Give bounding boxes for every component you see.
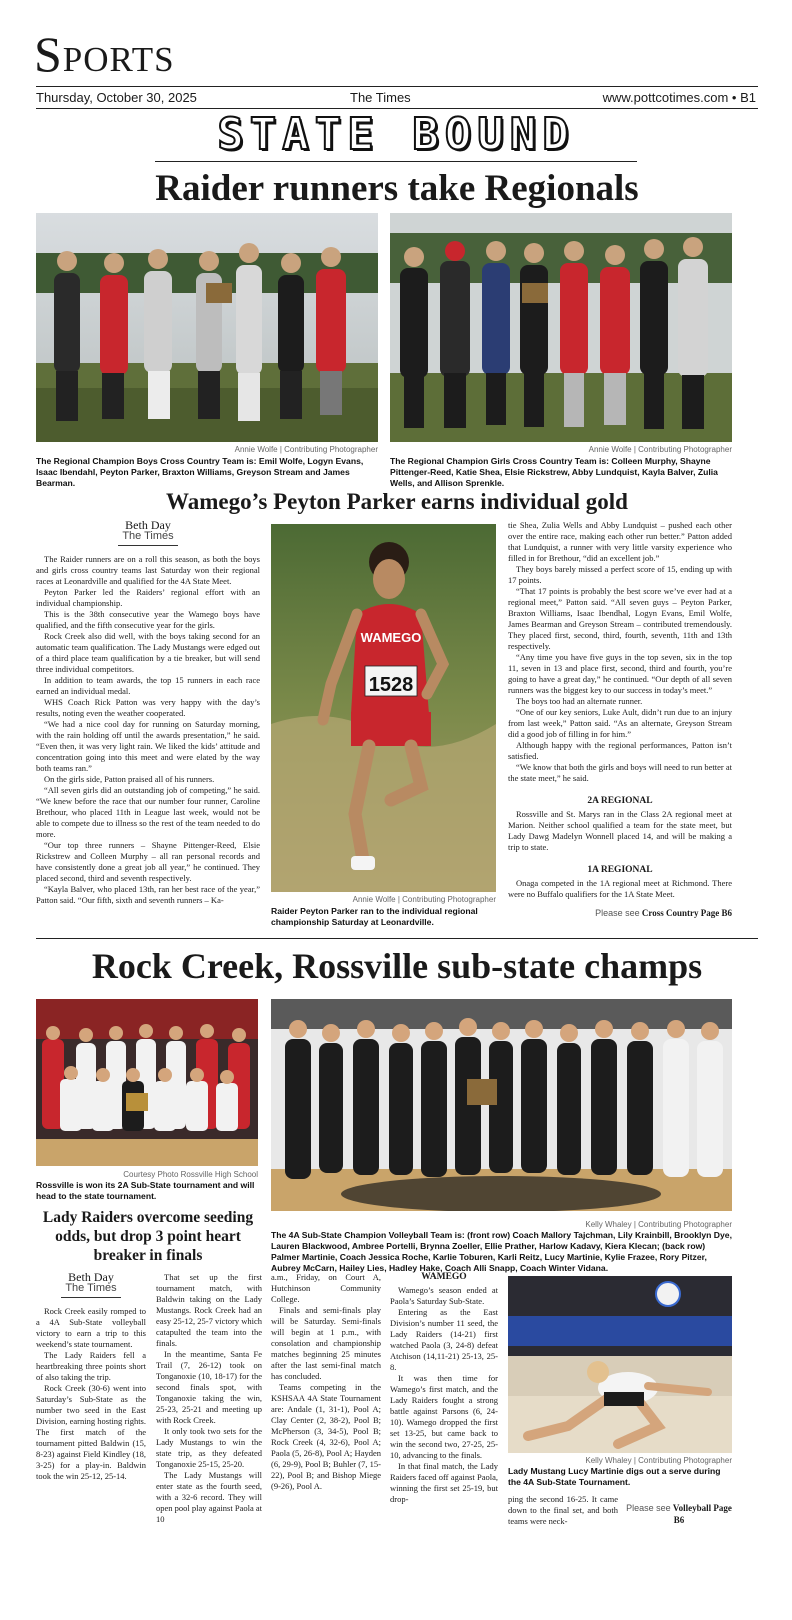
runner-photo (271, 524, 496, 892)
story1-column-1 (36, 520, 260, 906)
jump-target[interactable]: Volleyball Page B6 (672, 1503, 732, 1525)
story2-column-3 (271, 1272, 381, 1492)
paragraph: Rock Creek (30-6) went into Saturday’s Sub-State as the number two seed in the East Division, earning hosting rights. The first match of the tournament pitted Baldwin (15, 8-23) against Field Kindley (18, 3-25) for a play-in. Baldwin took the win 25-12, 25-14. (36, 1383, 146, 1481)
story1-column-3 (508, 520, 732, 919)
paragraph: In addition to team awards, the top 15 runners in each race earned an individual medal. (36, 675, 260, 696)
paragraph: That set up the first tournament match, with Baldwin taking on the Lady Mustangs. Rock Creek had an easy 25-12, 25-7 victory which catapulted the team into the finals. (156, 1272, 262, 1348)
rock-creek-photo-credit: Kelly Whaley | Contributing Photographer (585, 1220, 732, 1229)
paragraph: “Any time you have five guys in the top seven, six in the top 11, seven in 13 and place first, second, third and fourth, you’re going to have a great day,” he continued. “Our depth of all seven runners was the biggest key to our success in today’s meet.” (508, 652, 732, 695)
jump-prefix: Please see (626, 1503, 671, 1513)
paragraph: Entering as the East Division’s number 11 seed, the Lady Raiders (14-21) first watched Paola (3, 24-8) defeat Atchison (14,11-21) 25-13, 25-8. (390, 1307, 498, 1372)
paragraph: a.m., Friday, on Court A, Hutchinson Community College. (271, 1272, 381, 1304)
section-1a-title: 1A REGIONAL (587, 865, 653, 875)
story2-column-4 (390, 1272, 498, 1505)
story1-subhead: Wamego’s Peyton Parker earns individual gold (166, 489, 628, 514)
story2-tail (508, 1494, 618, 1527)
story2-headline: Rock Creek, Rossville sub-state champs (91, 946, 703, 986)
girls-photo-caption: The Regional Champion Girls Cross Country Team is: Colleen Murphy, Shayne Pittenger-Reed, Katie Shea, Elsie Rickstrew, Abby Lundquist, Kayla Balver, Zulia Wells, and Allison Sprenkle. (390, 456, 718, 488)
volleyball-action-photo (508, 1276, 732, 1453)
jump-prefix: Please see (595, 908, 640, 918)
jump-line[interactable] (508, 908, 732, 919)
runner-photo-caption: Raider Peyton Parker ran to the individual regional championship Saturday at Leonardville. (271, 906, 478, 927)
rossville-photo-credit: Courtesy Photo Rossville High School (123, 1170, 258, 1179)
runner-photo-credit: Annie Wolfe | Contributing Photographer (352, 895, 496, 904)
paragraph: Finals and semi-finals play will be Saturday. Semi-finals will begin at 1 p.m., with consolation and championship matches beginning 25 minutes after the last semi-final match has concluded. (271, 1305, 381, 1381)
paragraph: “We know that both the girls and boys will need to run better at the state meet,” he said. (508, 762, 732, 783)
paragraph: “That 17 points is probably the best score we’ve ever had at a regional meet,” Patton said. “All seven guys – Peyton Parker, Braxton Williams, Isaac Ibendhal, Logyn Evans, Emil Wolfe, James Bearman and Greyson Stream – contributed tremendously. They placed first, second, third, fourth, seventh, 11th and 13th respectively. (508, 586, 732, 651)
paragraph: Rossville and St. Marys ran in the Class 2A regional meet at Marion. Neither school qualified a team for the state meet, but Lady Dawg Madelyn Wonnell placed 14, and will be making a trip to state. (508, 809, 732, 852)
boys-photo-credit: Annie Wolfe | Contributing Photographer (234, 445, 378, 454)
paragraph: “We had a nice cool day for running on Saturday morning, with the rain holding off until the awards presentation,” he said. “Even then, it was very light rain. We liked the kids’ attitude and concentration going into this meet and were elated by the way both teams ran.” (36, 719, 260, 773)
paragraph: The Raider runners are on a roll this season, as both the boys and girls cross country teams last Saturday won their regional races at Leonardville and qualified for the 4A State Meet. (36, 554, 260, 586)
paragraph: The Lady Raiders fell a heartbreaking three points short of also taking the trip. (36, 1350, 146, 1382)
story2-column-2 (156, 1272, 262, 1525)
boys-photo-caption: The Regional Champion Boys Cross Country Team is: Emil Wolfe, Logyn Evans, Isaac Ibendahl, Peyton Parker, Braxton Williams, Greyson Stream and James Bearman. (36, 456, 364, 488)
paragraph: “One of our key seniors, Luke Ault, didn’t run due to an injury from last week,” Patton said. “As an alternate, Greyson Stream did a good job of filling in for him.” (508, 707, 732, 739)
kicker: STATE BOUND (217, 109, 575, 160)
action-photo-caption: Lady Mustang Lucy Martinie digs out a serve during the 4A Sub-State Tournament. (508, 1466, 721, 1487)
rossville-photo-caption: Rossville is won its 2A Sub-State tournament and will head to the state tournament. (36, 1180, 255, 1201)
paragraph: It only took two sets for the Lady Mustangs to win the state trip, as they defeated Tonganoxie 25-15, 25-20. (156, 1426, 262, 1469)
paragraph: The boys too had an alternate runner. (516, 696, 643, 706)
kicker-underline (155, 161, 637, 162)
girls-team-photo (390, 213, 732, 442)
paragraph: WHS Coach Rick Patton was very happy with the day’s results, noting even the weather cooperated. (36, 697, 260, 718)
paragraph: “All seven girls did an outstanding job of competing,” he said. “We knew before the race that our number four runner, Caroline Brethour, who placed 11th in League last week, would not be able to compete due to illness so the rest of the team needed to do more. (36, 785, 260, 839)
jump-target[interactable]: Cross Country Page B6 (641, 908, 732, 918)
paragraph: Although happy with the regional performances, Patton isn’t satisfied. (508, 740, 732, 761)
section-2a-title: 2A REGIONAL (587, 796, 653, 806)
paragraph: Peyton Parker led the Raiders’ regional effort with an individual championship. (36, 587, 260, 608)
story2-subhead: Lady Raiders overcome seeding odds, but drop 3 point heart breaker in finals (42, 1209, 254, 1264)
paragraph: Rock Creek also did well, with the boys taking second for an automatic team qualification. The Lady Mustangs were edged out of a third place team qualification by a tie breaker, but will send three individual competitors. (36, 631, 260, 674)
byline-name: Beth Day (68, 1270, 114, 1284)
story1-headline: Raider runners take Regionals (155, 168, 639, 209)
paragraph: In that final match, the Lady Raiders faced off against Paola, winning the first set 25-19, but drop- (390, 1461, 498, 1504)
action-photo-credit: Kelly Whaley | Contributing Photographer (585, 1456, 732, 1465)
byline-name: Beth Day (125, 518, 171, 532)
rock-creek-photo-caption: The 4A Sub-State Champion Volleyball Team is: (front row) Coach Mallory Tajchman, Lily Krainbill, Brooklyn Dye, Lauren Blackwood, Ambree Portelli, Brynna Zoeller, Ellie Prather, Harlow Kadavy, Kiera Klecan; (back row) Palmer Martinie, Coach Jessica Roche, Karlie Toburen, Karli Reitz, Lucy Martinie, Kylie Frazee, Rory Pitzer, Aubrey McCarn, Hailey Lies, Hadley Hake, Coach Alli Snapp, Coach Winter Vidana. (271, 1230, 732, 1273)
paragraph: The Lady Mustangs will enter state as the fourth seed, with a 32-6 record. They will open pool play against Paola at 10 (156, 1470, 262, 1524)
paper-name: The Times (350, 90, 411, 105)
paragraph: They boys barely missed a perfect score of 15, ending up with 17 points. (508, 564, 732, 585)
wamego-subhead: WAMEGO (421, 1272, 467, 1282)
paragraph: Teams competing in the KSHSAA 4A State Tournament are: Andale (1, 31-1), Pool A; Clay Center (2, 38-2), Pool B; McPherson (3, 34-5), Pool B; Rock Creek (4, 32-6), Pool A; Paola (5, 26-8), Pool A; Hayden (6, 29-9), Pool B; Buhler (7, 15-22), Pool B; and Bishop Miege (9-26), Pool A. (271, 1382, 381, 1491)
site-page: www.pottcotimes.com • B1 (602, 90, 756, 105)
paragraph: Onaga competed in the 1A regional meet at Richmond. There were no Buffalo qualifiers for the 1A State Meet. (508, 878, 732, 899)
paragraph: “Our top three runners – Shayne Pittenger-Reed, Elsie Rickstrew and Colleen Murphy – all ran personal records and have consistently done a great job all year,” he continued. They placed second, third and seventh respectively. (36, 840, 260, 883)
paragraph: Rock Creek easily romped to a 4A Sub-State volleyball victory to earn a trip to this weekend’s state tournament. (36, 1306, 146, 1349)
paragraph: Wamego’s season ended at Paola’s Saturday Sub-State. (390, 1285, 498, 1306)
rock-creek-team-photo (271, 999, 732, 1211)
paragraph: On the girls side, Patton praised all of his runners. (44, 774, 215, 784)
paragraph: It was then time for Wamego’s first match, and the Lady Raiders fought a strong battle against Parsons (6, 24-10). Wamego dropped the first set 13-25, but came back to win the second two, 27-25, 25-10, advancing to the finals. (390, 1373, 498, 1460)
story2-column-1 (36, 1272, 146, 1482)
volleyball-jump-line[interactable] (626, 1502, 732, 1526)
boys-team-photo (36, 213, 378, 442)
paragraph: ping the second 16-25. It came down to the final set, and both teams were neck- (508, 1494, 618, 1526)
runner-singlet-text: WAMEGO (360, 630, 422, 645)
issue-date: Thursday, October 30, 2025 (36, 90, 197, 105)
byline-publication: The Times (65, 1282, 117, 1294)
rossville-team-photo (36, 999, 258, 1166)
section-title: Sports (34, 26, 175, 82)
runner-bib-number: 1528 (368, 674, 414, 696)
paragraph: tie Shea, Zulia Wells and Abby Lundquist – pushed each other over the entire race, making each other run better.” Patton added that Lundquist, a runner with very little varsity experience who filled in for Brethour, “did an excellent job.” (508, 520, 732, 563)
section-divider (36, 938, 758, 939)
masthead-rule (36, 86, 758, 87)
girls-photo-credit: Annie Wolfe | Contributing Photographer (588, 445, 732, 454)
paragraph: “Kayla Balver, who placed 13th, ran her best race of the year,” Patton said. “Our fifth, sixth and seventh runners – Ka- (36, 884, 260, 905)
byline-publication: The Times (122, 530, 174, 542)
paragraph: In the meantime, Santa Fe Trail (7, 26-12) took on Tonganoxie (10, 18-17) for the second finals spot, with Tonganoxie taking the win, 25-23, 25-21 and meeting up with Rock Creek. (156, 1349, 262, 1425)
paragraph: This is the 38th consecutive year the Wamego boys have qualified, and the fifth consecutive year for the girls. (36, 609, 260, 630)
